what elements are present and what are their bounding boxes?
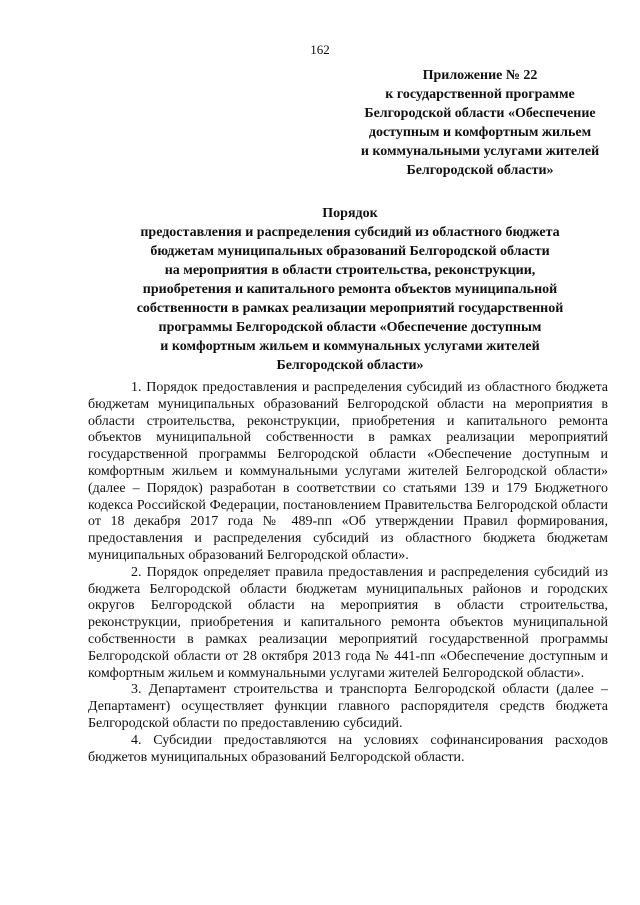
appendix-header [330,66,630,180]
title-line: собственности в рамках реализации мероприятий государственной [136,301,564,316]
appendix-line: Приложение № 22 [422,68,538,83]
document-body [88,380,608,766]
appendix-line: Белгородской области «Обеспечение [364,106,596,121]
appendix-line: к государственной программе [385,87,575,102]
appendix-line: Белгородской области» [406,163,554,178]
title-line: и комфортным жильем и коммунальных услугами жителей [160,339,540,354]
title-line: бюджетам муниципальных образований Белгородской области [150,244,550,259]
title-line: Белгородской области» [276,358,424,373]
appendix-line: доступным и комфортным жильем [368,125,592,140]
page-number: 162 [310,42,330,57]
paragraph-2: 2. Порядок определяет правила предоставления и распределения субсидий из бюджета Белгородской области бюджетам муниципальных районов и городских округов Белгородской области на мероприятия в области строительства, реконструкции, приобретения и капитального ремонта объектов муниципальной собственности в рамках реализации мероприятий государственной программы Белгородской области от 28 октября 2013 года № 441-пп «Обеспечение доступным и комфортным жильем и коммунальными услугами жителей Белгородской области». [88,564,608,681]
paragraph-4: 4. Субсидии предоставляются на условиях софинансирования расходов бюджетов муниципальных образований Белгородской области. [88,732,608,765]
appendix-line: и коммунальными услугами жителей [360,144,600,159]
title-line: программы Белгородской области «Обеспечение доступным [158,320,542,335]
title-line: предоставления и распределения субсидий из областного бюджета [140,225,560,240]
paragraph-1: 1. Порядок предоставления и распределения субсидий из областного бюджета бюджетам муниципальных образований Белгородской области на мероприятия в области строительства, реконструкции, приобретения и капитального ремонта объектов муниципальной собственности в рамках реализации мероприятий государственной программы Белгородской области «Обеспечение доступным и комфортным жильем и коммунальными услугами жителей Белгородской области» (далее – Порядок) разработан в соответствии со статьями 139 и 179 Бюджетного кодекса Российской Федерации, постановлением Правительства Белгородской области от 18 декабря 2017 года № 489-пп «Об утверждении Правил формирования, предоставления и распределения субсидий из областного бюджета бюджетам муниципальных образований Белгородской области». [88,380,608,563]
title-line: Порядок [322,206,378,221]
title-line: на мероприятия в области строительства, реконструкции, [164,263,536,278]
document-title [90,204,610,375]
title-line: приобретения и капитального ремонта объектов муниципальной [142,282,558,297]
paragraph-3: 3. Департамент строительства и транспорта Белгородской области (далее – Департамент) осуществляет функции главного распорядителя средств бюджета Белгородской области по предоставлению субсидий. [88,682,608,731]
